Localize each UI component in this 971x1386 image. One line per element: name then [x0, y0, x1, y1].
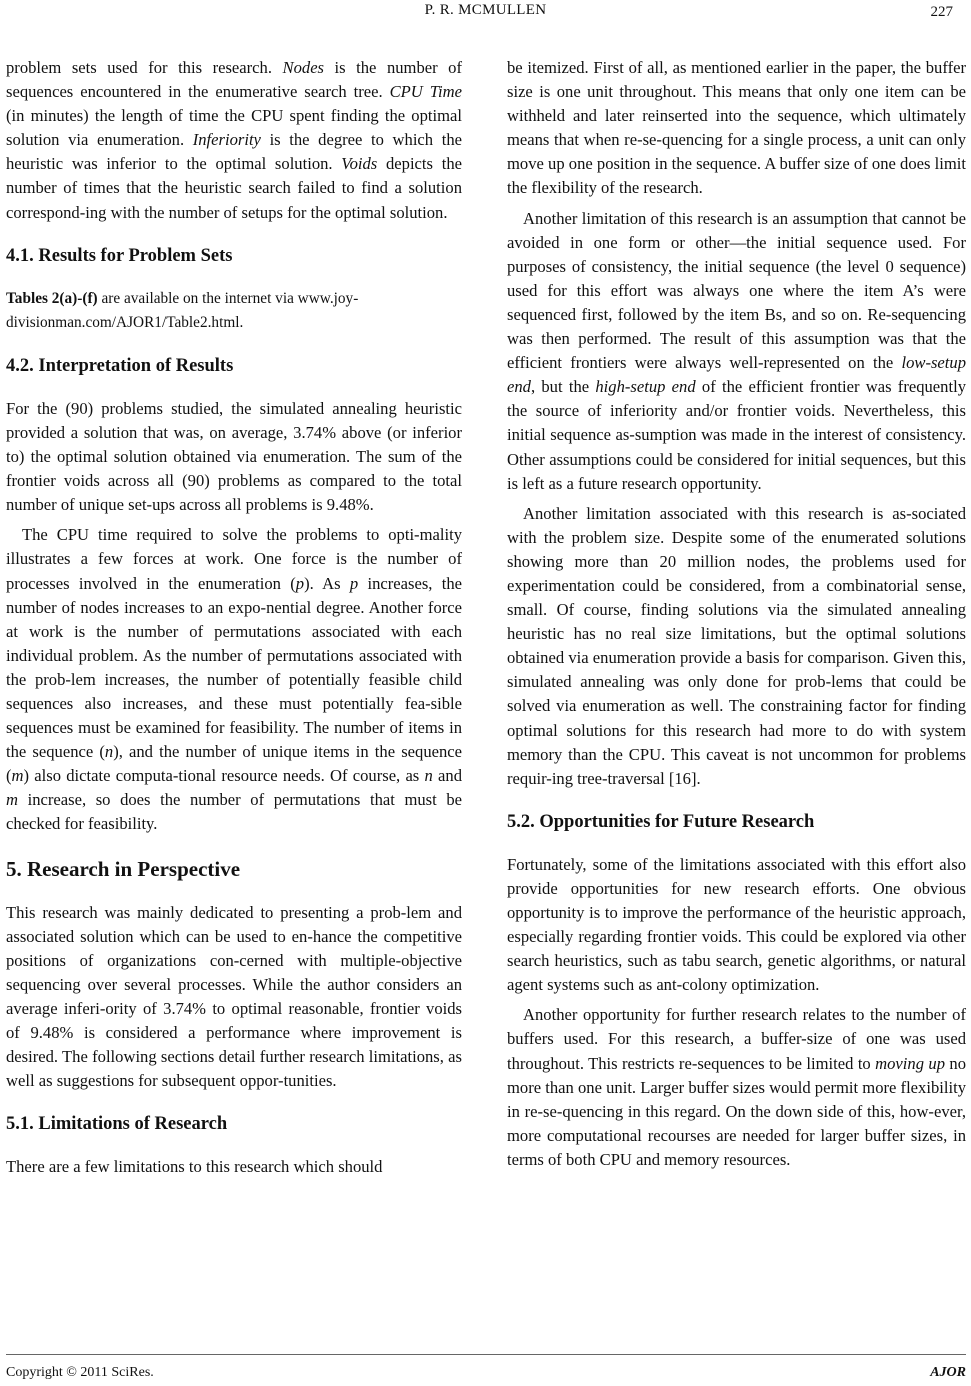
- paragraph-initial-sequence: Another limitation of this research is an assumption that cannot be avoided in one form or other—the initial sequence used. For purposes of consistency, the initial sequence (the level 0 sequence) used for this effort was always one where the item A’s were sequenced first, followed by the item Bs, and so on. Re-sequencing was then performed. The result of this assumption was that the efficient frontiers were always well-represented on the low-setup end, but the high-setup end of the efficient frontier was frequently the source of inferiority and/or frontier voids. Nevertheless, this initial sequence as-sumption was made in the interest of consistency. Other assumptions could be considered for initial sequences, but this is left as a future research opportunity.: [507, 208, 966, 493]
- heading-4-1: 4.1. Results for Problem Sets: [6, 245, 233, 266]
- paragraph-perspective: This research was mainly dedicated to presenting a prob-lem and associated solution which can be used to en-hance the competitive positions of organizations con-cerned with multiple-objective sequencing over several processes. While the author considers an average inferi-ority of 3.74% to optimal reasonable, frontier voids of 9.48% is considered a performance where improvement is desired. The following sections detail further research limitations, as well as suggestions for subsequent oppor-tunities.: [6, 902, 462, 1091]
- heading-5-1: 5.1. Limitations of Research: [6, 1114, 228, 1135]
- paragraph-problem-size: Another limitation associated with this research is as-sociated with the problem size. Despite some of the enumerated solutions showing more than 20 million nodes, the problems used for experimentation could be considered, from a combinatorial sense, small. Of course, finding solutions via the simulated annealing heuristic has no real size limitations, but the optimal solutions obtained via enumeration provide a basis for comparison. Given this, simulated annealing was only done for prob-lems that could be solved via enumeration as well. The constraining factor for finding optimal solutions for this research had more to do with system memory than the CPU. This caveat is not uncommon for problems requir-ing tree-traversal [16].: [507, 503, 966, 788]
- right-column: [507, 56, 966, 1172]
- paragraph-definitions: problem sets used for this research. Nodes is the number of sequences encountered in the enumerative search tree. CPU Time (in minutes) the length of time the CPU spent finding the optimal solution via enumeration. Inferiority is the degree to which the heuristic was inferior to the optimal solution. Voids depicts the number of times that the heuristic search failed to find a solution correspond-ing with the number of setups for the optimal solution.: [6, 58, 463, 222]
- footer-rule: [6, 1354, 966, 1355]
- paragraph-tables-link: Tables 2(a)-(f) are available on the internet via www.joy-divisionman.com/AJOR1/Table2.html.: [6, 289, 359, 331]
- paragraph-limitations-start: There are a few limitations to this research which should: [6, 1157, 383, 1177]
- paragraph-buffer-limit: be itemized. First of all, as mentioned earlier in the paper, the buffer size is one unit throughout. This means that only one item can be withheld and later reinserted into the sequence, which ultimately means that when re-se-quencing for a single process, a unit can only move up one position in the sequence. A buffer size of one does limit the flexibility of the research.: [507, 58, 966, 198]
- paragraph-buffers: Another opportunity for further research relates to the number of buffers used. For this research, a buffer-size of one was used throughout. This restricts re-sequences to be limited to moving up no more than one unit. Larger buffer sizes would permit more flexibility in re-se-quencing in this regard. On the down side of this, how-ever, more computational recourses are needed for larger buffer sizes, in terms of both CPU and memory resources.: [507, 1005, 967, 1169]
- footer-journal: AJOR: [930, 1365, 966, 1380]
- footer-copyright: Copyright © 2011 SciRes.: [6, 1365, 154, 1380]
- heading-5-2: 5.2. Opportunities for Future Research: [507, 811, 815, 832]
- left-column: [6, 56, 462, 1179]
- page-number: 227: [930, 4, 953, 20]
- paragraph-opportunities: Fortunately, some of the limitations associated with this effort also provide opportunities for new research efforts. One obvious opportunity is to improve the performance of the heuristic approach, especially regarding frontier voids. This could be explored via other search heuristics, such as tabu search, genetic algorithms, or natural agent systems such as ant-colony optimization.: [507, 854, 966, 995]
- running-head: [0, 0, 971, 24]
- paragraph-results: For the (90) problems studied, the simulated annealing heuristic provided a solution that was, on average, 3.74% above (or inferior to) the optimal solution obtained via enumeration. The sum of the frontier voids across all (90) problems as compared to the total number of unique set-ups across all problems is 9.48%.: [6, 398, 462, 515]
- heading-5: 5. Research in Perspective: [6, 856, 241, 881]
- heading-4-2: 4.2. Interpretation of Results: [6, 355, 234, 376]
- running-author: P. R. MCMULLEN: [424, 2, 547, 18]
- paragraph-cpu-time: The CPU time required to solve the problems to opti-mality illustrates a few forces at work. One force is the number of processes involved in the enumeration (p). As p increases, the number of nodes increases to an expo-nential degree. Another force at work is the number of permutations associated with each individual problem. As the number of permutations associated with the prob-lem increases, the number of potentially feasible child sequences also increases, and these must potentially fea-sible sequences must be examined for feasibility. The number of items in the sequence (n), and the number of unique items in the sequence (m) also dictate computa-tional resource needs. Of course, as n and m increase, so does the number of permutations that must be checked for feasibility.: [6, 525, 463, 834]
